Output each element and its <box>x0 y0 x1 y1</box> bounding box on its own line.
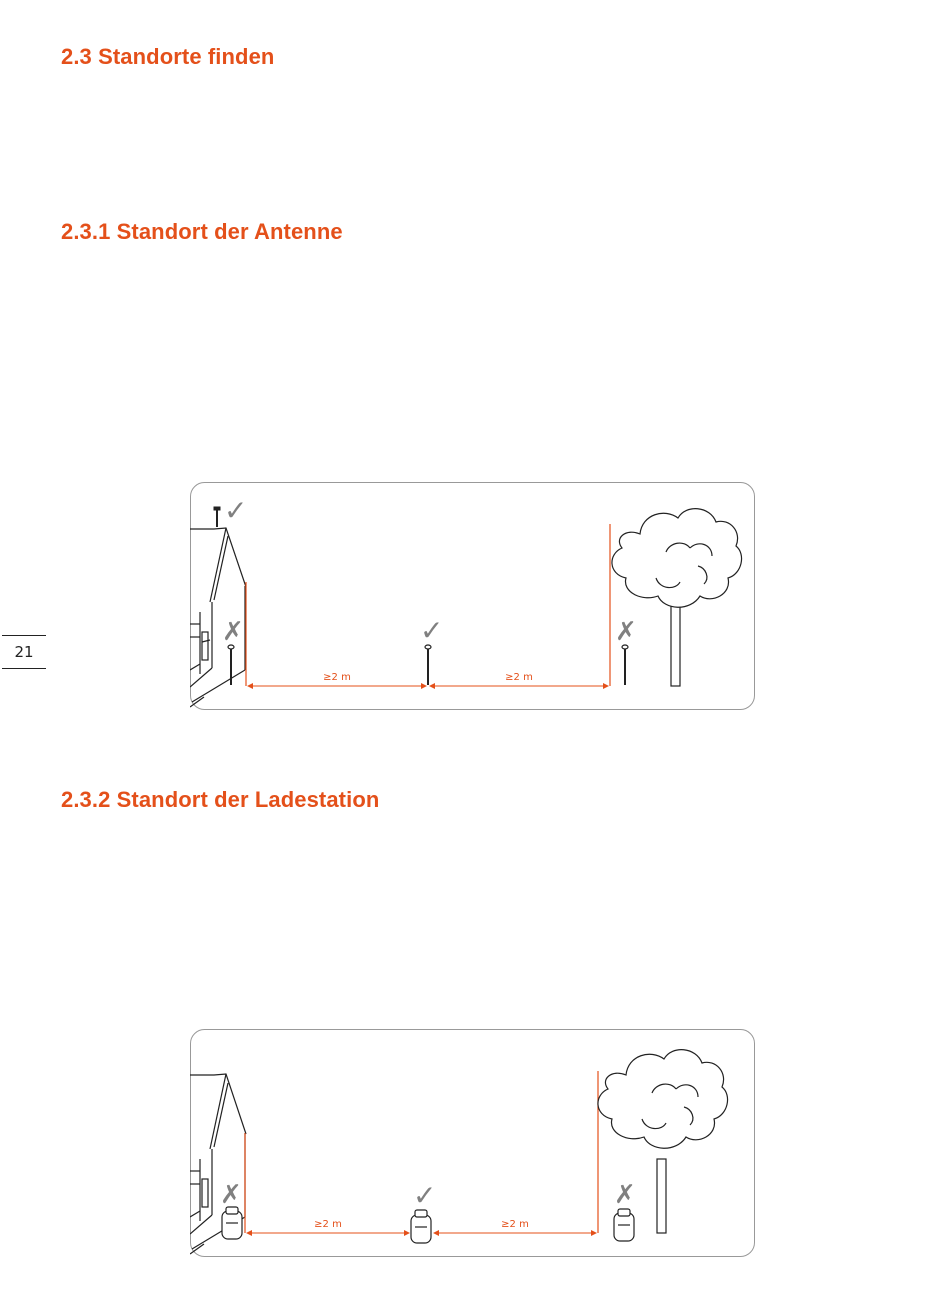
distance-label-right: ≥2 m <box>505 672 533 683</box>
center-antenna <box>425 645 431 685</box>
charging-station-location-illustration <box>190 1029 756 1258</box>
tree-cross-mark: ✗ <box>614 1180 636 1210</box>
wall-antenna <box>228 645 234 685</box>
distance-label-left: ≥2 m <box>323 672 351 683</box>
center-charging-station <box>411 1210 431 1243</box>
tree-cross-mark: ✗ <box>615 617 637 647</box>
wall-cross-mark: ✗ <box>222 617 244 647</box>
center-check-mark: ✓ <box>413 1179 437 1212</box>
charging-station-location-heading: 2.3.2 Standort der Ladestation <box>61 787 380 812</box>
page-number: 21 <box>2 635 46 669</box>
antenna-location-illustration <box>190 482 756 711</box>
tree-illustration <box>612 509 742 686</box>
section-heading: 2.3 Standorte finden <box>61 44 275 69</box>
wall-cross-mark: ✗ <box>220 1180 242 1210</box>
wall-charging-station <box>222 1207 242 1239</box>
tree-antenna <box>622 645 628 685</box>
center-check-mark: ✓ <box>420 614 444 647</box>
antenna-location-heading: 2.3.1 Standort der Antenne <box>61 219 343 244</box>
distance-label-right: ≥2 m <box>501 1219 529 1230</box>
roof-antenna <box>214 507 220 527</box>
distance-label-left: ≥2 m <box>314 1219 342 1230</box>
roof-check-mark: ✓ <box>224 494 248 527</box>
tree-charging-station <box>614 1209 634 1241</box>
